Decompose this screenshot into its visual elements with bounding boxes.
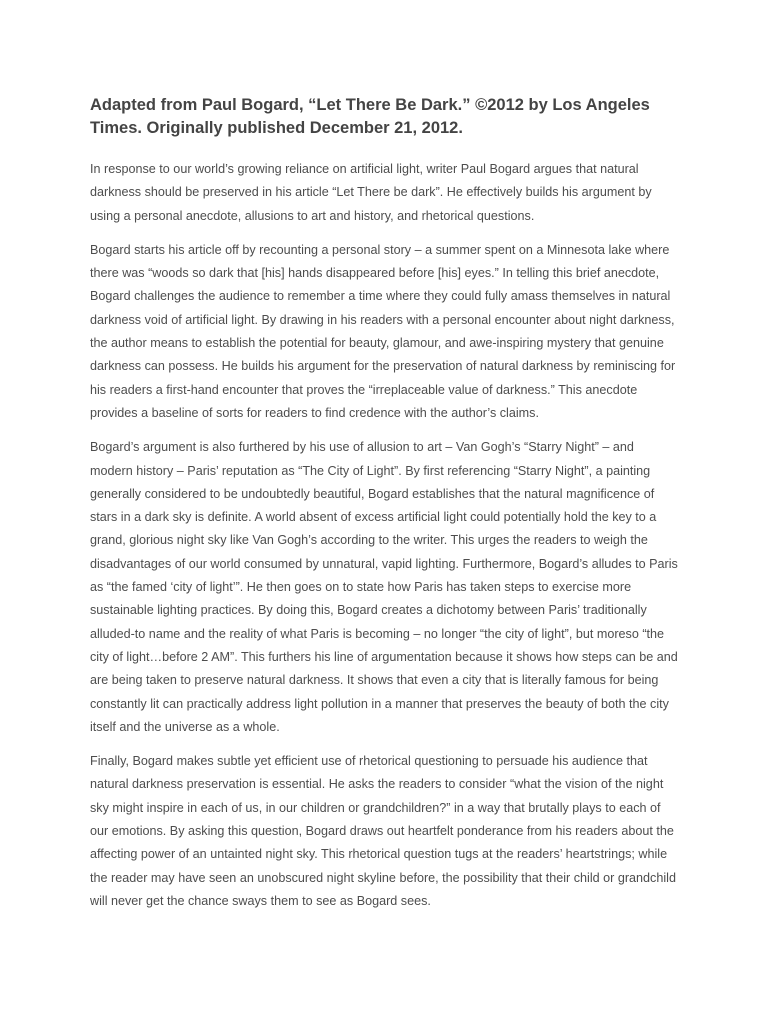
- paragraph-anecdote: Bogard starts his article off by recounting a personal story – a summer spent on a Minnesota lake where there was “woods so dark that [his] hands disappeared before [his] eyes.” In telling this brief anecdote, Bogard challenges the audience to remember a time where they could fully amass themselves in natural darkness void of artificial light. By drawing in his readers with a personal encounter about night darkness, the author means to establish the potential for beauty, glamour, and awe-inspiring mystery that genuine darkness can possess. He builds his argument for the preservation of natural darkness by reminiscing for his readers a first-hand encounter that proves the “irreplaceable value of darkness.” This anecdote provides a baseline of sorts for readers to find credence with the author’s claims.: [90, 242, 676, 420]
- paragraph-rhetorical-questions: Finally, Bogard makes subtle yet efficient use of rhetorical questioning to persuade his audience that natural darkness preservation is essential. He asks the readers to consider “what the vision of the night sky might inspire in each of us, in our children or grandchildren?” in a way that brutally plays to each of our emotions. By asking this question, Bogard draws out heartfelt ponderance from his readers about the affecting power of an untainted night sky. This rhetorical question tugs at the readers’ heartstrings; while the reader may have seen an unobscured night skyline before, the possibility that their child or grandchild will never get the chance sways them to see as Bogard sees.: [90, 754, 676, 908]
- document-title: Adapted from Paul Bogard, “Let There Be Dark.” ©2012 by Los Angeles Times. Originally published December 21, 2012.: [90, 96, 650, 137]
- document-page: [90, 94, 680, 924]
- paragraph-intro: In response to our world’s growing reliance on artificial light, writer Paul Bogard argues that natural darkness should be preserved in his article “Let There be dark”. He effectively builds his argument by using a personal anecdote, allusions to art and history, and rhetorical questions.: [90, 162, 652, 223]
- paragraph-allusion: Bogard’s argument is also furthered by his use of allusion to art – Van Gogh’s “Starry Night” – and modern history – Paris’ reputation as “The City of Light”. By first referencing “Starry Night”, a painting generally considered to be undoubtedly beautiful, Bogard establishes that the natural magnificence of stars in a dark sky is definite. A world absent of excess artificial light could potentially hold the key to a grand, glorious night sky like Van Gogh’s according to the writer. This urges the readers to weigh the disadvantages of our world consumed by unnatural, vapid lighting. Furthermore, Bogard’s alludes to Paris as “the famed ‘city of light’”. He then goes on to state how Paris has taken steps to exercise more sustainable lighting practices. By doing this, Bogard creates a dichotomy between Paris’ traditionally alluded-to name and the reality of what Paris is becoming – no longer “the city of light”, but moreso “the city of light…before 2 AM”. This furthers his line of argumentation because it shows how steps can be and are being taken to preserve natural darkness. It shows that even a city that is literally famous for being constantly lit can practically address light pollution in a manner that preserves the beauty of both the city itself and the universe as a whole.: [90, 440, 678, 734]
